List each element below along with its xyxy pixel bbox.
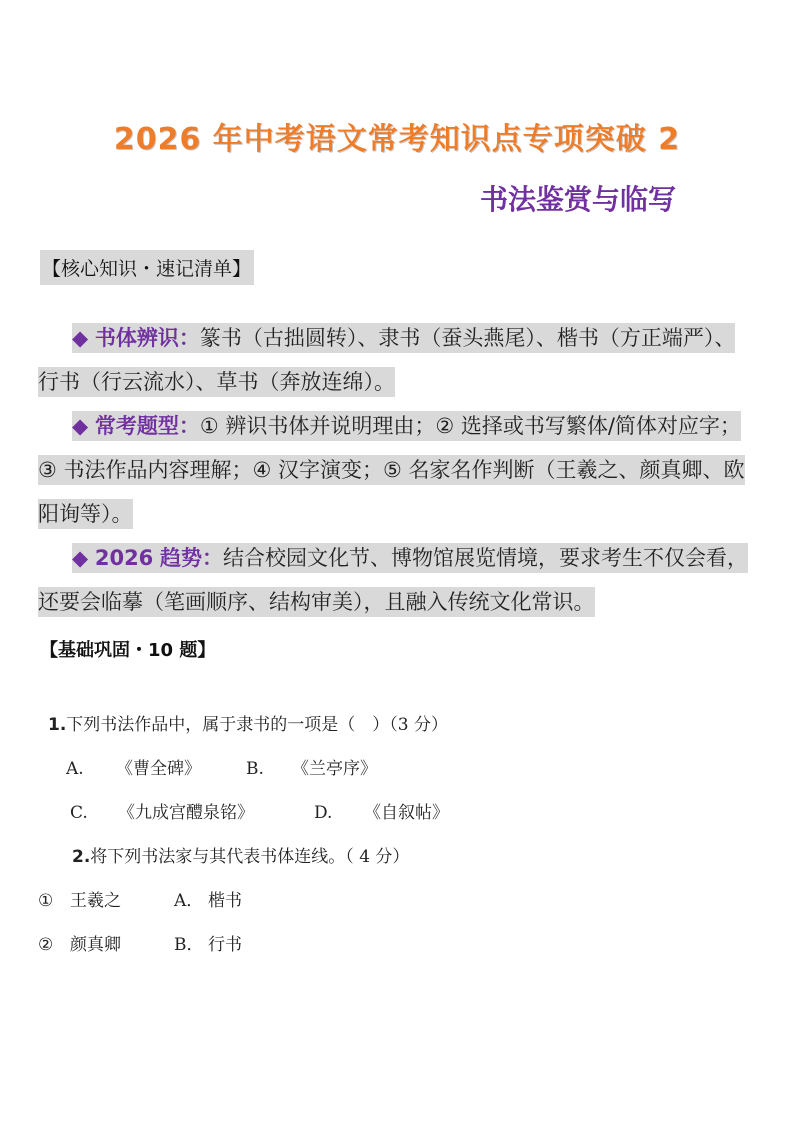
question-1-options-row-2 [70, 798, 449, 823]
option-letter: B. [246, 759, 264, 779]
option-letter: C. [70, 803, 88, 823]
paragraph-text: 结合校园文化节、博物馆展览情境，要求考生不仅会看，还要会临摹（笔画顺序、结构审美），且融入传统文化常识。 [38, 546, 748, 614]
document-subtitle: 书法鉴赏与临写 [479, 183, 676, 216]
question-1-options-row-1 [66, 754, 377, 779]
section-heading-core-knowledge: 【核心知识・速记清单】 [40, 250, 254, 285]
option-text: 《自叙帖》 [364, 803, 449, 823]
keyword-question-types: 常考题型： [94, 414, 200, 438]
keyword-trend: 趋势： [159, 546, 223, 570]
calligrapher-name: 王羲之 [70, 891, 121, 911]
calligrapher-name: 颜真卿 [70, 935, 121, 955]
paragraph-text: ① 辨识书体并说明理由；② 选择或书写繁体/简体对应字；③ 书法作品内容理解；④ 汉字演变；⑤ 名家名作判断（王羲之、颜真卿、欧阳询等）。 [38, 414, 745, 526]
question-2-stem [72, 842, 409, 867]
knowledge-paragraph-question-types [38, 404, 756, 536]
right-mark: A． [174, 891, 204, 911]
option-text: 《九成宫醴泉铭》 [118, 803, 254, 823]
question-2-match-row-1 [38, 886, 242, 911]
knowledge-paragraph-script-types [38, 316, 756, 404]
section-heading-basic: 【基础巩固・10 题】 [40, 640, 216, 661]
option-text: 《曹全碑》 [116, 759, 201, 779]
document-title: 2026 年中考语文常考知识点专项突破 2 [113, 122, 681, 157]
knowledge-paragraph-trend [38, 536, 756, 624]
option-letter: D. [314, 803, 333, 823]
script-type: 楷书 [208, 891, 242, 911]
question-number: 2. [72, 847, 91, 867]
question-text: 将下列书法家与其代表书体连线。（ 4 分） [90, 847, 410, 867]
paragraph-text: 篆书（古拙圆转）、隶书（蚕头燕尾）、楷书（方正端严）、行书（行云流水）、草书（奔放连绵）。 [38, 326, 736, 394]
question-2-match-row-2 [38, 930, 242, 955]
left-mark: ② [38, 935, 54, 955]
left-mark: ① [38, 891, 54, 911]
keyword-year: 2026 [94, 546, 154, 570]
question-1-stem [48, 710, 448, 735]
right-mark: B． [174, 935, 204, 955]
question-number: 1. [48, 715, 67, 735]
option-text: 《兰亭序》 [292, 759, 377, 779]
script-type: 行书 [208, 935, 242, 955]
diamond-bullet-icon: ◆ [72, 326, 89, 350]
diamond-bullet-icon: ◆ [72, 546, 89, 570]
option-letter: A. [66, 759, 84, 779]
keyword-script-types: 书体辨识： [94, 326, 200, 350]
question-text: 下列书法作品中，属于隶书的一项是（ ）（3 分） [66, 715, 449, 735]
diamond-bullet-icon: ◆ [72, 414, 89, 438]
